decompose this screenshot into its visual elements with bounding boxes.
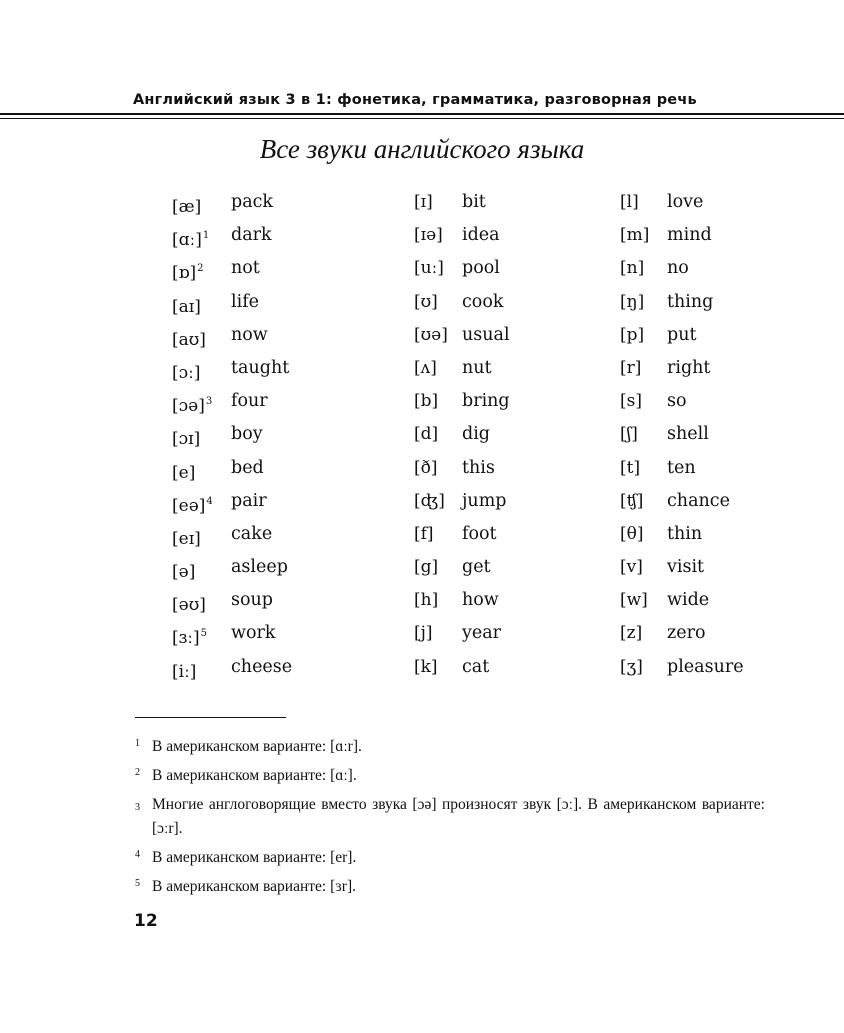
phonetic-symbol: [m] bbox=[620, 225, 650, 246]
phonetic-symbol: [əʊ] bbox=[172, 595, 206, 616]
phonetic-symbol: [aʊ] bbox=[172, 329, 206, 350]
page-title: Все звуки английского языка bbox=[259, 134, 585, 164]
footnote-number: 2 bbox=[135, 767, 140, 778]
example-word: pair bbox=[231, 490, 267, 511]
example-word: nut bbox=[462, 357, 492, 378]
example-word: four bbox=[231, 391, 268, 412]
example-word: idea bbox=[462, 225, 500, 246]
phonetic-symbol: [eɪ] bbox=[172, 528, 201, 549]
phonetic-symbol: [ʧ] bbox=[620, 490, 644, 511]
phonetic-symbol: [æ] bbox=[172, 197, 202, 217]
footnote-text: В американском варианте: [ɜr]. bbox=[152, 878, 356, 895]
footnotes bbox=[135, 732, 765, 901]
example-word: bring bbox=[462, 391, 510, 412]
phonetic-symbol: [f] bbox=[414, 523, 434, 544]
phonetic-symbol: [n] bbox=[620, 258, 645, 279]
phonetic-symbol: [ʤ] bbox=[414, 490, 445, 511]
footnote bbox=[135, 790, 765, 843]
phonetic-symbol: [ɔɪ] bbox=[172, 429, 201, 450]
example-word: chance bbox=[667, 490, 730, 511]
header-rule-thin bbox=[0, 118, 844, 119]
example-word: right bbox=[667, 357, 711, 378]
phonetic-symbol: [p] bbox=[620, 324, 645, 345]
example-word: foot bbox=[462, 523, 497, 544]
phonetic-symbol: [ɪə] bbox=[414, 225, 443, 246]
phonetic-symbol: [ŋ] bbox=[620, 291, 645, 312]
example-word: now bbox=[231, 324, 268, 345]
footnote-text: В американском варианте: [ɑː]. bbox=[152, 767, 357, 784]
phonetic-symbol: [j] bbox=[414, 623, 433, 644]
footnote-ref: 1 bbox=[202, 230, 210, 242]
example-word: love bbox=[667, 192, 704, 212]
example-word: bit bbox=[462, 192, 486, 212]
phonetic-symbol: [ɔː] bbox=[172, 362, 201, 383]
phonetic-symbol: [v] bbox=[620, 557, 643, 578]
phonetic-symbol: [ə] bbox=[172, 562, 196, 583]
phonetic-symbol: [e] bbox=[172, 462, 196, 483]
footnote-number: 1 bbox=[135, 738, 140, 749]
phonetic-symbol: [ʊə] bbox=[414, 324, 448, 345]
example-word: wide bbox=[667, 590, 710, 611]
footnote-separator bbox=[135, 717, 286, 718]
example-word: dig bbox=[462, 424, 491, 445]
footnote-text: Многие англоговорящие вместо звука [ɔə] произносят звук [ɔː]. В американском варианте: [ɔːr]. bbox=[152, 796, 765, 837]
phonetic-symbol: [l] bbox=[620, 192, 639, 212]
phonetic-symbol: [ʃ] bbox=[620, 424, 638, 445]
phonetic-symbol: [w] bbox=[620, 590, 648, 611]
phonetic-symbol: [h] bbox=[414, 590, 439, 611]
phonetic-symbol: [eə]$^4$ bbox=[172, 495, 213, 516]
phonetic-symbol: [ɑː]$^1$ bbox=[172, 230, 210, 251]
example-word: boy bbox=[231, 424, 263, 445]
footnote-ref: 2 bbox=[197, 263, 204, 275]
footnote bbox=[135, 872, 765, 901]
example-word: not bbox=[231, 258, 260, 279]
example-word: bed bbox=[231, 457, 264, 478]
example-word: cake bbox=[231, 523, 273, 544]
example-word: thing bbox=[667, 291, 714, 312]
example-word: no bbox=[667, 258, 689, 279]
phonetic-symbol: [z] bbox=[620, 623, 643, 644]
phonetic-symbol: [g] bbox=[414, 557, 439, 578]
example-word: ten bbox=[667, 457, 696, 478]
header-rule-thick bbox=[0, 113, 844, 115]
phonetic-symbol: [ʌ] bbox=[414, 357, 437, 378]
phonetic-symbol: [ɔə]$^3$ bbox=[172, 396, 213, 417]
example-word: dark bbox=[231, 225, 272, 246]
example-word: zero bbox=[667, 623, 706, 644]
phonetic-symbol: [iː] bbox=[172, 661, 197, 682]
example-word: usual bbox=[462, 324, 510, 345]
footnote-text: В американском варианте: [er]. bbox=[152, 849, 357, 866]
footnote bbox=[135, 843, 765, 872]
phonetic-symbol: [ð] bbox=[414, 457, 438, 478]
example-word: so bbox=[667, 391, 687, 412]
phonetic-symbol: [k] bbox=[414, 656, 438, 677]
example-word: visit bbox=[667, 557, 705, 578]
example-word: cook bbox=[462, 291, 504, 312]
example-word: put bbox=[667, 324, 697, 345]
footnote-ref: 4 bbox=[206, 495, 213, 507]
page-number: 12 bbox=[134, 911, 158, 931]
example-word: pleasure bbox=[667, 656, 744, 677]
example-word: how bbox=[462, 590, 499, 611]
footnote-ref: 3 bbox=[205, 396, 213, 408]
phonetic-symbol: [ɜː]$^5$ bbox=[172, 628, 208, 649]
phonetic-symbol: [s] bbox=[620, 391, 642, 412]
phonetic-symbol: [d] bbox=[414, 424, 439, 445]
phonetic-symbol: [ɪ] bbox=[414, 192, 433, 212]
phonetic-symbol: [b] bbox=[414, 391, 439, 412]
footnote-ref: 5 bbox=[200, 628, 208, 640]
example-word: mind bbox=[667, 225, 712, 246]
example-word: pool bbox=[462, 258, 500, 279]
footnote-number: 5 bbox=[135, 878, 140, 889]
phonetic-symbol: [t] bbox=[620, 457, 641, 478]
example-word: jump bbox=[462, 490, 507, 511]
running-head: Английский язык 3 в 1: фонетика, грамматика, разговорная речь bbox=[133, 92, 697, 108]
phonetic-symbol: [uː] bbox=[414, 258, 444, 279]
footnote-number: 4 bbox=[135, 849, 140, 860]
footnote-number: 3 bbox=[135, 802, 140, 813]
example-word: cheese bbox=[231, 656, 293, 677]
example-word: soup bbox=[231, 590, 273, 611]
footnote bbox=[135, 732, 765, 761]
example-word: cat bbox=[462, 656, 490, 677]
footnote-text: В американском варианте: [ɑːr]. bbox=[152, 738, 362, 755]
phonetic-symbol: [ɒ]$^2$ bbox=[172, 263, 204, 284]
example-word: shell bbox=[667, 424, 709, 445]
phonetic-symbol: [ʒ] bbox=[620, 656, 643, 677]
example-word: asleep bbox=[231, 557, 288, 578]
footnote bbox=[135, 761, 765, 790]
example-word: work bbox=[231, 623, 276, 644]
phonetic-symbol: [ʊ] bbox=[414, 291, 438, 312]
example-word: this bbox=[462, 457, 495, 478]
example-word: year bbox=[462, 623, 502, 644]
example-word: taught bbox=[231, 357, 290, 378]
phonetic-symbol: [r] bbox=[620, 357, 642, 378]
example-word: get bbox=[462, 557, 491, 578]
phonetic-symbol: [θ] bbox=[620, 523, 644, 544]
example-word: pack bbox=[231, 192, 274, 212]
phonetic-symbol: [aɪ] bbox=[172, 296, 201, 317]
example-word: thin bbox=[667, 523, 703, 544]
example-word: life bbox=[231, 291, 260, 312]
